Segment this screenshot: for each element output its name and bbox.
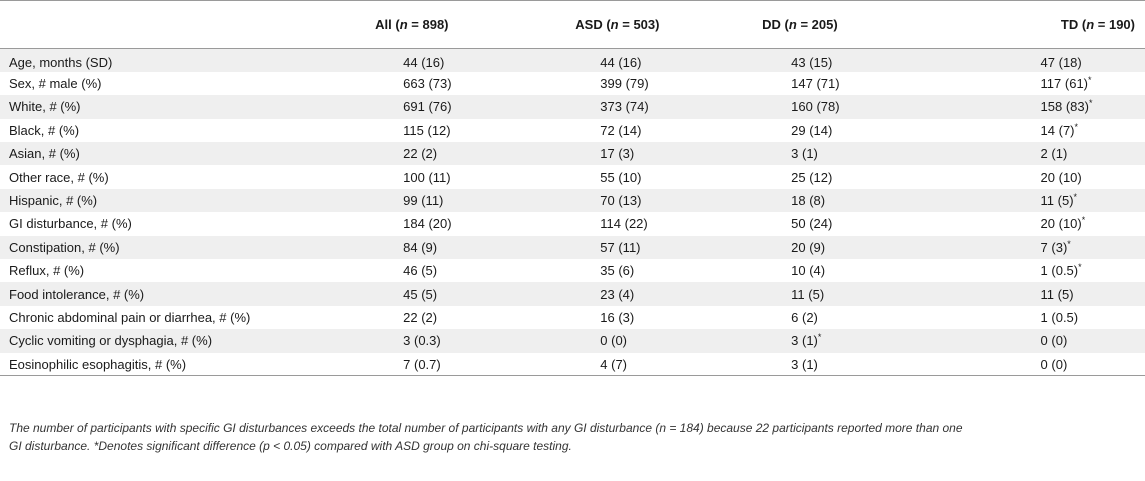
cell-asd xyxy=(490,189,687,212)
cell-value: 22 (2) xyxy=(403,146,438,162)
cell-asd xyxy=(490,119,687,142)
footnote-line-2: GI disturbance. *Denotes significant difference (p < 0.05) compared with ASD group on chi-square testing. xyxy=(9,439,572,453)
cell-dd xyxy=(687,212,877,235)
cell-value: 6 (2) xyxy=(791,309,818,325)
cell-all xyxy=(265,306,490,329)
cell-value: 0 (0) xyxy=(1040,333,1068,349)
cell-value: 147 (71) xyxy=(791,76,840,92)
row-label: Black, # (%) xyxy=(9,122,80,138)
cell-asd xyxy=(490,353,687,376)
cell-all xyxy=(265,165,490,188)
cell-dd xyxy=(687,142,877,165)
significance-marker: * xyxy=(1073,192,1078,203)
cell-value: 25 (12) xyxy=(791,169,833,185)
header-blank xyxy=(0,1,265,49)
cell-asd xyxy=(490,259,687,282)
cell-value: 1 (0.5) xyxy=(1040,263,1079,279)
cell-asd xyxy=(490,282,687,305)
cell-td xyxy=(878,119,1145,142)
cell-value: 7 (3) xyxy=(1040,239,1068,255)
cell-all xyxy=(265,72,490,95)
cell-value: 2 (1) xyxy=(1040,146,1068,162)
cell-td xyxy=(878,142,1145,165)
cell-td xyxy=(878,353,1145,376)
cell-value: 20 (10) xyxy=(1040,169,1082,185)
cell-td xyxy=(878,259,1145,282)
cell-value: 11 (5) xyxy=(1040,286,1074,302)
table-row xyxy=(0,72,1145,95)
cell-all xyxy=(265,353,490,376)
cell-dd xyxy=(687,119,877,142)
cell-value: 44 (16) xyxy=(600,54,642,70)
cell-td xyxy=(878,49,1145,72)
table-row xyxy=(0,282,1145,305)
table-row xyxy=(0,95,1145,118)
cell-value: 20 (10) xyxy=(1040,216,1082,232)
cell-value: 84 (9) xyxy=(403,239,438,255)
cell-all xyxy=(265,282,490,305)
table-footnote xyxy=(9,419,1139,455)
cell-all xyxy=(265,95,490,118)
cell-value: 158 (83) xyxy=(1040,99,1089,115)
cell-value: 44 (16) xyxy=(403,54,445,70)
cell-asd xyxy=(490,95,687,118)
row-label: Sex, # male (%) xyxy=(9,76,102,92)
table-row xyxy=(0,142,1145,165)
cell-dd xyxy=(687,49,877,72)
significance-marker: * xyxy=(1074,121,1079,132)
cell-value: 14 (7) xyxy=(1040,122,1075,138)
row-label: Cyclic vomiting or dysphagia, # (%) xyxy=(0,329,265,352)
cell-asd xyxy=(490,49,687,72)
cell-all xyxy=(265,49,490,72)
cell-value: 10 (4) xyxy=(791,263,826,279)
cell-all xyxy=(265,236,490,259)
cell-value: 7 (0.7) xyxy=(403,356,441,372)
cell-value: 4 (7) xyxy=(600,356,628,372)
significance-marker: * xyxy=(1088,98,1093,109)
table-row xyxy=(0,212,1145,235)
cell-value: 160 (78) xyxy=(791,99,840,115)
cell-value: 43 (15) xyxy=(791,54,833,70)
table-row xyxy=(0,119,1145,142)
significance-marker: * xyxy=(1067,238,1071,249)
cell-value: 663 (73) xyxy=(403,76,452,92)
cell-all xyxy=(265,119,490,142)
cell-value: 100 (11) xyxy=(403,169,451,185)
cell-value: 57 (11) xyxy=(600,239,641,255)
cell-value: 114 (22) xyxy=(600,216,648,232)
row-label: Age, months (SD) xyxy=(0,49,265,72)
cell-td xyxy=(878,306,1145,329)
cell-all xyxy=(265,212,490,235)
table-row xyxy=(0,165,1145,188)
cell-dd xyxy=(687,189,877,212)
cell-value: 20 (9) xyxy=(791,239,826,255)
cell-td xyxy=(878,212,1145,235)
cell-value: 11 (5) xyxy=(791,286,825,302)
row-label: Eosinophilic esophagitis, # (%) xyxy=(0,353,265,376)
cell-td xyxy=(878,95,1145,118)
cell-value: 99 (11) xyxy=(403,193,444,209)
cell-value: 1 (0.5) xyxy=(1040,309,1079,325)
cell-value: 16 (3) xyxy=(600,309,635,325)
cell-dd xyxy=(687,282,877,305)
significance-marker: * xyxy=(817,332,822,343)
cell-asd xyxy=(490,165,687,188)
cell-asd xyxy=(490,72,687,95)
row-label: Food intolerance, # (%) xyxy=(0,282,265,305)
cell-asd xyxy=(490,329,687,352)
table-row xyxy=(0,236,1145,259)
table-row xyxy=(0,306,1145,329)
cell-asd xyxy=(490,306,687,329)
row-label: Hispanic, # (%) xyxy=(0,189,265,212)
row-label: Chronic abdominal pain or diarrhea, # (%) xyxy=(9,309,251,325)
cell-dd xyxy=(687,72,877,95)
row-label: Reflux, # (%) xyxy=(9,263,85,279)
footnote-line-1: The number of participants with specific GI disturbances exceeds the total number of participants with any GI disturbance (n = 184) because 22 participants reported more than one xyxy=(9,421,963,435)
cell-dd xyxy=(687,329,877,352)
cell-all xyxy=(265,259,490,282)
header-td: TD (n = 190) xyxy=(878,1,1145,49)
significance-marker: * xyxy=(1078,262,1082,273)
header-asd: ASD (n = 503) xyxy=(490,1,687,49)
cell-value: 70 (13) xyxy=(600,193,642,209)
table-row xyxy=(0,189,1145,212)
cell-value: 18 (8) xyxy=(791,193,826,209)
cell-dd xyxy=(687,353,877,376)
cell-td xyxy=(878,189,1145,212)
cell-td xyxy=(878,282,1145,305)
table-row xyxy=(0,353,1145,376)
cell-asd xyxy=(490,212,687,235)
cell-value: 0 (0) xyxy=(600,333,628,349)
cell-value: 17 (3) xyxy=(600,146,635,162)
cell-asd xyxy=(490,142,687,165)
cell-value: 55 (10) xyxy=(600,169,642,185)
cell-value: 11 (5) xyxy=(1040,193,1074,209)
cell-value: 50 (24) xyxy=(791,216,833,232)
cell-all xyxy=(265,142,490,165)
cell-value: 3 (1) xyxy=(791,146,818,162)
header-dd: DD (n = 205) xyxy=(687,1,877,49)
cell-all xyxy=(265,189,490,212)
cell-dd xyxy=(687,165,877,188)
cell-value: 115 (12) xyxy=(403,122,451,138)
row-label: GI disturbance, # (%) xyxy=(9,216,132,232)
cell-value: 46 (5) xyxy=(403,263,438,279)
cell-value: 399 (79) xyxy=(600,76,649,92)
cell-value: 72 (14) xyxy=(600,122,642,138)
significance-marker: * xyxy=(1088,75,1092,86)
cell-dd xyxy=(687,95,877,118)
cell-value: 47 (18) xyxy=(1040,54,1082,70)
cell-value: 23 (4) xyxy=(600,286,635,302)
cell-dd xyxy=(687,236,877,259)
cell-value: 373 (74) xyxy=(600,99,649,115)
cell-td xyxy=(878,329,1145,352)
cell-value: 29 (14) xyxy=(791,122,833,138)
header-row xyxy=(0,1,1145,49)
cell-td xyxy=(878,165,1145,188)
cell-value: 0 (0) xyxy=(1040,356,1068,372)
cell-asd xyxy=(490,236,687,259)
cell-td xyxy=(878,236,1145,259)
row-label: Other race, # (%) xyxy=(9,169,109,185)
row-label: Constipation, # (%) xyxy=(0,236,265,259)
cell-td xyxy=(878,72,1145,95)
significance-marker: * xyxy=(1081,215,1086,226)
cell-value: 45 (5) xyxy=(403,286,438,302)
cell-value: 184 (20) xyxy=(403,216,452,232)
cell-value: 35 (6) xyxy=(600,263,635,279)
cell-value: 22 (2) xyxy=(403,309,438,325)
header-all: All (n = 898) xyxy=(265,1,490,49)
row-label: White, # (%) xyxy=(0,95,265,118)
cell-dd xyxy=(687,306,877,329)
table-row xyxy=(0,329,1145,352)
table-row xyxy=(0,49,1145,72)
cell-value: 691 (76) xyxy=(403,99,452,115)
cell-all xyxy=(265,329,490,352)
cell-value: 3 (0.3) xyxy=(403,333,441,349)
cell-value: 3 (1) xyxy=(791,333,818,349)
table-row xyxy=(0,259,1145,282)
row-label: Asian, # (%) xyxy=(0,142,265,165)
cell-dd xyxy=(687,259,877,282)
cell-value: 3 (1) xyxy=(791,356,818,372)
cell-value: 117 (61) xyxy=(1040,76,1089,92)
